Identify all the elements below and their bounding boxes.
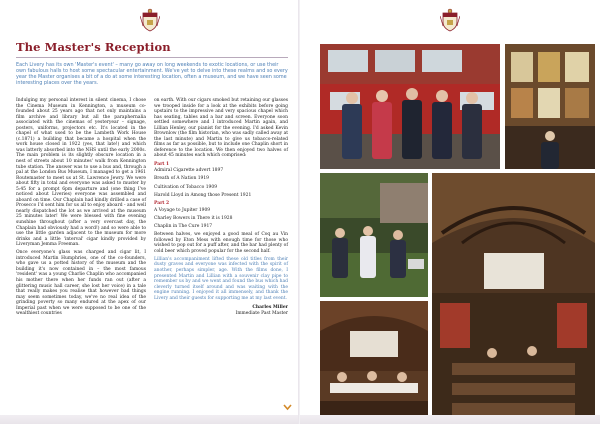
body-paragraph: Between halves, we enjoyed a good meal of Coq au Vin followed by Eton Mess with enough time for those who wished to pop out for a puff after, and the bar had plenty of cold beer which proved popular for the second half.	[154, 232, 288, 254]
article-intro: Each Livery has its own 'Master's event' – many go away on long weekends to exotic locations, or use their own fabulous halls to host some spectacular entertainment. We've yet to delve into these realms and so every year the Master organises a bit of a do at some interesting location, often a museum, and we have seen some interesting places over the years.	[16, 62, 288, 87]
film-item: Admiral Cigarette advert 1897	[154, 168, 224, 174]
body-paragraph: on earth. With our cigars smoked but retaining our glasses we trooped inside for a look at the exhibits before going upstairs to the impressive and very spacious chapel which has seating, tables and a bar and screen. Everyone soon settled somewhere and I introduced Martin again, and Lillian Henley, our pianist for the evening. I'd asked Kevin Brownlow (the film historian, who was sadly called away at the last minute) and Martin to give us tobacco-related films as far as possible, but to include one Chaplin short in deference to the location. We then enjoyed two halves of about 45 minutes each which comprised:	[154, 98, 288, 159]
photo-cinema-posters	[505, 44, 595, 169]
photo-chapel-interior	[432, 173, 595, 421]
photo-garden-drinks	[320, 173, 428, 297]
right-page	[300, 0, 600, 424]
page-footer-band	[0, 415, 300, 424]
film-item: Chaplin in The Cure 1917	[154, 224, 213, 230]
part-heading: Part 2	[154, 201, 170, 206]
body-column-1	[16, 98, 146, 319]
film-item: Harold Lloyd in Among those Present 1921	[154, 192, 252, 198]
title-divider	[16, 57, 288, 58]
body-paragraph: Indulging my personal interest in silent cinema, I chose the Cinema Museum in Kennington, a museum co-founded about 25 years ago that not only maintains a film archive and library but all the paraphernalia associated with the cinemas of yesteryear – signage, posters, uniforms, projectors etc. It's located in the chapel of what used to be the Lambeth Work House (c.1871) a building that became a hospital when the work house closed in 1922 (yes, that late!) and which was latterly absorbed into the NHS until the early 2000s. The main problem is its slightly obscure location in a nest of streets about 10 minutes' walk from Kennington tube station. The answer was to use a bus and, through a pal at the London Bus Museum, I managed to get a 1961 Routemaster to meet us at St. Lawrence Jewry. We were about fifty in total and everyone was asked to muster by 5:45 for a prompt 6pm departure and (one thing I've noticed about Liveries) everyone was assembled and aboard on time. Our Chaplain had kindly drilled a case of Prosecco I'd sent him for us all to enjoy aboard - and well nearly dispatched the lot as we arrived at the museum 25 minutes later! We were blessed with fine evening sunshine throughout (after a very overcast day, the Chaplain had obviously had a word!) and so were able to use the little garden adjacent to the museum for more drinks and a little 'interval' cigar kindly provided by Liveryman Jemma Freeman.	[16, 98, 146, 248]
body-column-2	[154, 98, 288, 316]
body-paragraph: Once everyone's glass was charged and cigar lit, I introduced Martin Humphries, one of the co-founders, who gave us a potted history of the museum and the building it's now contained in – the most famous 'resident' was a young Charlie Chaplin who accompanied his mother there when her funds ran out (after a glittering music hall career, she lost her voice) in a tale that really makes you realise that however bad things may seem sometimes today, we've no real idea of the grinding poverty so many endured at the apex of our Imperial past when we were supposed to be one of the wealthiest countries	[16, 250, 146, 317]
livery-crest-icon	[140, 8, 160, 32]
photo-chapel-dining	[320, 301, 428, 421]
film-item: Breath of A Nation 1919	[154, 176, 210, 182]
film-item: A Voyage to Jupiter 1909	[154, 207, 211, 213]
film-item: Cultivation of Tobacco 1909	[154, 184, 218, 190]
body-paragraph-highlight: Lillian's accompaniment lifted these old titles from their dusty graves and everyone was infected with the spirit of another, perhaps simpler, age. With the films done, I presented Martin and Lillian with a souvenir clay pipe to remember us by and we went and found the bus which had cleverly turned itself around and was waiting with the engine running. I enjoyed it all immensely, and thank the Livery and their guests for supporting me at my last event.	[154, 256, 288, 301]
signature	[154, 305, 288, 316]
article-title: The Master's Reception	[16, 40, 171, 54]
livery-crest-icon	[440, 8, 460, 32]
film-item: Charley Bowers in There it is 1928	[154, 215, 233, 221]
signature-name: Charles Miller	[252, 305, 288, 311]
photo-group-bus	[320, 44, 500, 169]
page-footer-band	[300, 415, 600, 424]
part-heading: Part 1	[154, 161, 170, 167]
signature-role: Immediate Past Master	[235, 310, 288, 316]
chevron-arrow-icon	[283, 397, 292, 416]
